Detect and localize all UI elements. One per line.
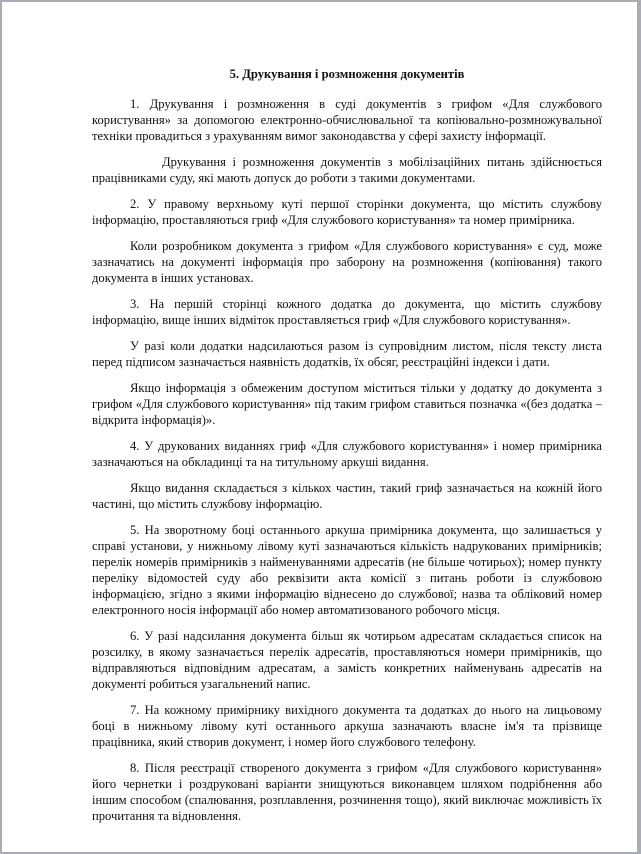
paragraph-12: 7. На кожному примірнику вихідного документа та додатках до нього на лицьовому боці в нижньому лівому куті останнього аркуша зазначають власне ім'я та прізвище працівника, який створив документ, і номер його службового телефону. [92, 703, 602, 749]
paragraph-9: Якщо видання складається з кількох частин, такий гриф зазначається на кожній його частині, що містить службову інформацію. [92, 481, 602, 511]
paragraph-5: 3. На першій сторінці кожного додатка до документа, що містить службову інформацію, вище інших відміток проставляється гриф «Для службового користування». [92, 297, 602, 327]
document-page [2, 2, 637, 852]
paragraph-13: 8. Після реєстрації створеного документа з грифом «Для службового користування» його чернетки і роздруковані варіанти знищуються виконавцем шляхом подрібнення або іншим способом (спалювання, розплавлення, розчинення тощо), який виключає можливість їх прочитання та відновлення. [92, 761, 602, 823]
section-title: 5. Друкування і розмноження документів [229, 67, 465, 81]
paragraph-4: Коли розробником документа з грифом «Для службового користування» є суд, може зазначатись на документі інформація про заборону на розмноження (копіювання) такого документа в інших установах. [92, 239, 602, 285]
paragraph-7: Якщо інформація з обмеженим доступом міститься тільки у додатку до документа з грифом «Для службового користування» під таким грифом ставиться позначка «(без додатка – відкрита інформація)». [92, 381, 602, 427]
paragraph-1: 1. Друкування і розмноження в суді документів з грифом «Для службового користування» за допомогою електронно-обчислювальної та копіювально-розмножувальної техніки провадиться з урахуванням вимог законодавства у сфері захисту інформації. [92, 97, 602, 143]
paragraph-6: У разі коли додатки надсилаються разом із супровідним листом, після тексту листа перед підписом зазначається наявність додатків, їх обсяг, реєстраційні індекси і дати. [92, 339, 602, 369]
paragraph-11: 6. У разі надсилання документа більш як чотирьом адресатам складається список на розсилку, в якому зазначається перелік адресатів, проставляються номери примірників, що відправляються відповідним адресатам, а замість конкретних найменувань адресатів на документі робиться узагальнений напис. [92, 629, 602, 691]
paragraph-10: 5. На зворотному боці останнього аркуша примірника документа, що залишається у справі установи, у нижньому лівому куті зазначаються кількість надрукованих примірників; перелік номерів примірників з найменуваннями адресатів (не більше чотирьох); номер пункту переліку відомостей суду або реквізити акта комісії з питань роботи із службовою інформацією, згідно з якими інформацію віднесено до службової; назва та обліковий номер електронного носія інформації або номер автоматизованого робочого місця. [92, 523, 602, 617]
paragraph-3: 2. У правому верхньому куті першої сторінки документа, що містить службову інформацію, проставляються гриф «Для службового користування» та номер примірника. [92, 197, 602, 227]
paragraph-8: 4. У друкованих виданнях гриф «Для службового користування» і номер примірника зазначаються на обкладинці та на титульному аркуші видання. [92, 439, 602, 469]
document-body [92, 66, 602, 834]
paragraph-2: Друкування і розмноження документів з мобілізаційних питань здійснюється працівниками суду, які мають допуск до роботи з такими документами. [92, 155, 602, 185]
